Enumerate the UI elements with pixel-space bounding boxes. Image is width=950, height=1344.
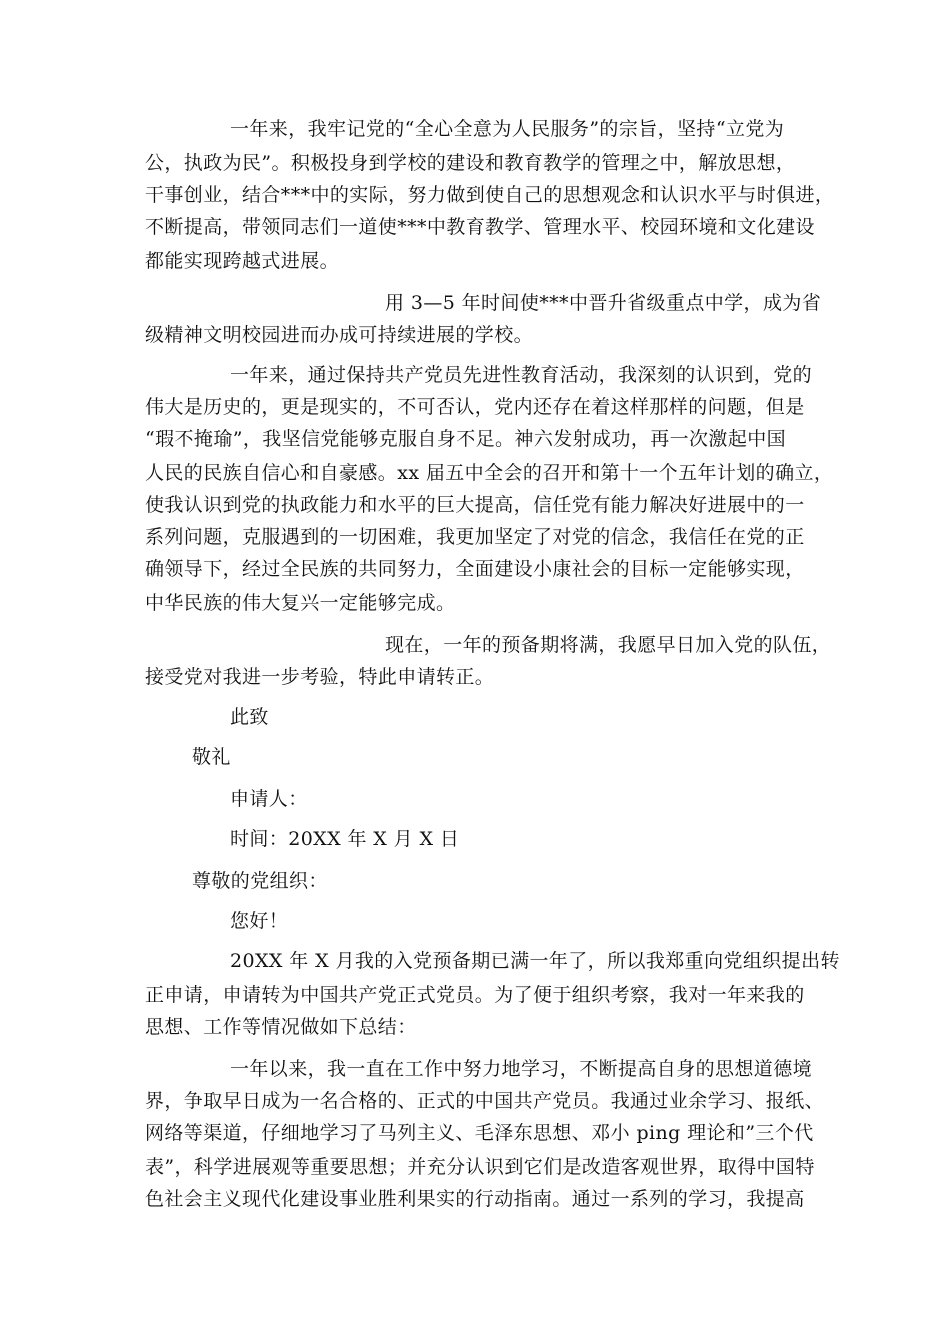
text-line: “瑕不掩瑜”，我坚信党能够克服自身不足。神六发射成功，再一次激起中国 (145, 428, 787, 450)
text-line: 系列问题，克服遇到的一切困难，我更加坚定了对党的信念，我信任在党的正 (145, 526, 805, 548)
text-line: 伟大是历史的，更是现实的，不可否认，党内还存在着这样那样的问题，但是 (145, 396, 805, 418)
text-line: 用 3—5 年时间使***中晋升省级重点中学，成为省 (385, 292, 822, 314)
text-line: 界，争取早日成为一名合格的、正式的中国共产党员。我通过业余学习、报纸、 (145, 1090, 825, 1112)
date-line: 时间：20XX 年 X 月 X 日 (230, 828, 460, 850)
text-line: 干事创业，结合***中的实际，努力做到使自己的思想观念和认识水平与时俱进， (145, 184, 835, 206)
letter-hello: 您好！ (230, 910, 289, 932)
text-line: 色社会主义现代化建设事业胜利果实的行动指南。通过一系列的学习，我提高 (145, 1188, 805, 1210)
text-line: 表”，科学进展观等重要思想；并充分认识到它们是改造客观世界，取得中国特 (145, 1156, 815, 1178)
text-line: 接受党对我进一步考验，特此申请转正。 (145, 666, 495, 688)
text-line: 不断提高，带领同志们一道使***中教育教学、管理水平、校园环境和文化建设 (145, 216, 815, 238)
text-line: 现在，一年的预备期将满，我愿早日加入党的队伍， (385, 634, 832, 656)
text-line: 一年以来，我一直在工作中努力地学习，不断提高自身的思想道德境 (230, 1058, 813, 1080)
text-line: 一年来，我牢记党的“全心全意为人民服务”的宗旨，坚持“立党为 (230, 118, 785, 140)
letter-greeting: 尊敬的党组织： (192, 870, 328, 892)
text-line: 一年来，通过保持共产党员先进性教育活动，我深刻的认识到，党的 (230, 364, 813, 386)
text-line: 20XX 年 X 月我的入党预备期已满一年了，所以我郑重向党组织提出转 (230, 950, 840, 972)
text-line: 使我认识到党的执政能力和水平的巨大提高，信任党有能力解决好进展中的一 (145, 494, 805, 516)
text-line: 确领导下，经过全民族的共同努力，全面建设小康社会的目标一定能够实现， (145, 558, 805, 580)
text-line: 思想、工作等情况做如下总结： (145, 1016, 417, 1038)
text-line: 正申请，申请转为中国共产党正式党员。为了便于组织考察，我对一年来我的 (145, 984, 805, 1006)
closing-regards: 敬礼 (192, 746, 231, 768)
closing-salutation: 此致 (230, 706, 269, 728)
text-line: 级精神文明校园进而办成可持续进展的学校。 (145, 324, 534, 346)
text-line: 公，执政为民”。积极投身到学校的建设和教育教学的管理之中，解放思想， (145, 152, 796, 174)
text-line: 都能实现跨越式进展。 (145, 250, 340, 272)
text-line: 人民的民族自信心和自豪感。xx 届五中全会的召开和第十一个五年计划的确立， (145, 462, 834, 484)
text-line: 中华民族的伟大复兴一定能够完成。 (145, 592, 456, 614)
text-line: 网络等渠道，仔细地学习了马列主义、毛泽东思想、邓小 ping 理论和”三个代 (145, 1122, 814, 1144)
applicant-label: 申请人： (230, 788, 308, 810)
